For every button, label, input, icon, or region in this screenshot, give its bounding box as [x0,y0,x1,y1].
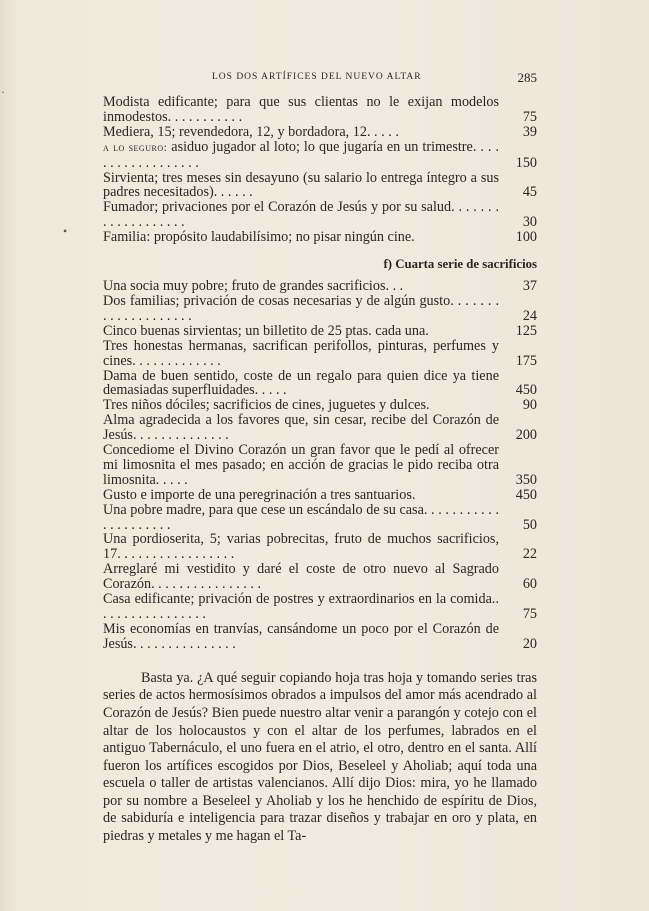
entry-description: Dama de buen sentido, coste de un regalo para quien dice ya tiene demasiadas superfluidades. . . . . [103,367,499,399]
list-entry [103,562,537,592]
list-entry [103,398,537,413]
entry-text [103,488,499,503]
entry-amount: 37 [522,278,537,295]
entry-text [103,279,499,294]
entry-amount: 175 [515,352,537,369]
list-entry [103,294,537,324]
entry-amount: 200 [515,427,537,444]
entry-description: Cinco buenas sirvientas; un billetito de 25 ptas. cada una. [103,322,429,339]
entry-description: Una pobre madre, para que cese un escándalo de su casa. . . . . . . . . . . . . . . . . . . . . [103,501,499,533]
entry-amount: 45 [522,184,537,201]
entry-text [103,592,499,622]
list-entry [103,230,537,245]
entry-text [103,622,499,652]
entry-amount: 450 [515,382,537,399]
list-entry [103,140,537,171]
entry-amount: 50 [522,516,537,533]
entry-text [103,562,499,592]
list-entry [103,532,537,562]
running-header: LOS DOS ARTÍFICES DEL NUEVO ALTAR [212,72,422,82]
entry-text [103,443,499,488]
entry-description: Mediera, 15; revendedora, 12, y bordadora, 12. . . . . [103,123,399,140]
entry-description: Mis economías en tranvías, cansándome un poco por el Corazón de Jesús. . . . . . . . . . . . . . . [103,620,499,652]
entry-amount: 30 [522,214,537,231]
entry-text [103,324,499,339]
list-entry [103,339,537,369]
entry-text [103,230,499,245]
page-content [103,95,537,846]
entry-text [103,369,499,399]
entry-amount: 450 [515,486,537,503]
entry-prefix: a lo seguro: [103,141,168,154]
entry-text [103,503,499,533]
section-heading: f) Cuarta serie de sacrificios [383,257,537,272]
list-entry [103,592,537,622]
margin-mark-icon: · [1,85,5,99]
entry-description: Casa edificante; privación de postres y extraordinarios en la comida.. . . . . . . . . . . . . . . . [103,591,499,622]
entry-description: Sirvienta; tres meses sin desayuno (su salario lo entrega íntegro a sus padres necesitados). . . . . . [103,169,499,201]
entry-text [103,294,499,324]
entry-text [103,398,499,413]
list-entry [103,95,537,125]
entry-description: Una pordioserita, 5; varias pobrecitas, fruto de muchos sacrificios, 17. . . . . . . . . . . . . . . . . [103,531,499,563]
list-entry [103,324,537,339]
entry-description: Familia: propósito laudabilísimo; no pisar ningún cine. [103,229,415,246]
entry-amount: 39 [522,123,537,140]
entry-description: Arreglaré mi vestidito y daré el coste de otro nuevo al Sagrado Corazón. . . . . . . . . . . . . . . . [103,561,499,593]
entry-amount: 75 [522,108,537,125]
body-paragraph: Basta ya. ¿A qué seguir copiando hoja tras hoja y tomando series tras series de actos hermosísimos obrados a impulsos del amor más acendrado al Corazón de Jesús? Bien puede nuestro altar venir a parangón y cotejo con el altar de los holocaustos y con el altar de los perfumes, labrados en el antiguo Tabernáculo, el uno fuera en el atrio, el otro, dentro en el santa. Allí fueron los artífices escogidos por Dios, Beseleel y Aholiab; aquí toda una escuela o taller de artistas valencianos. Allí dijo Dios: mira, yo he llamado por su nombre a Beseleel y Aholiab y los he henchido de espíritu de Dios, de sabiduría e inteligencia para trazar diseños y trabajar en oro y plata, en piedras y metales y me hagan el Ta- [103,669,537,845]
entry-description: Tres honestas hermanas, sacrifican perifollos, pinturas, perfumes y cines. . . . . . . . . . . . . [103,337,499,369]
entry-amount: 350 [515,471,537,488]
entry-description: Fumador; privaciones por el Corazón de Jesús y por su salud. . . . . . . . . . . . . . . . . . . [103,199,499,231]
entry-description: Una socia muy pobre; fruto de grandes sacrificios. . . [103,278,404,295]
list-entry [103,503,537,533]
entry-description: Modista edificante; para que sus clientas no le exijan modelos inmodestos. . . . . . . . . . . [103,94,499,125]
entry-amount: 90 [522,397,537,414]
entry-amount: 100 [515,229,537,246]
entry-amount: 22 [522,546,537,563]
donation-list-top [103,95,537,245]
list-entry [103,279,537,294]
entry-description: Alma agradecida a los favores que, sin cesar, recibe del Corazón de Jesús. . . . . . . . . . . . . . [103,412,499,444]
donation-list-bottom [103,279,537,652]
list-entry [103,171,537,201]
entry-description: Dos familias; privación de cosas necesarias y de algún gusto. . . . . . . . . . . . . . . . . . . . [103,292,499,324]
list-entry [103,369,537,399]
entry-text [103,339,499,369]
entry-text [103,413,499,443]
list-entry [103,488,537,503]
list-entry [103,413,537,443]
list-entry [103,125,537,140]
entry-amount: 20 [522,635,537,652]
list-entry [103,443,537,488]
page-number: 285 [517,70,537,85]
entry-amount: 125 [515,322,537,339]
entry-text [103,125,499,140]
entry-description: Concediome el Divino Corazón un gran favor que le pedí al ofrecer mi limosnita el mes pasado; en acción de gracias le pido reciba otra limosnita. . . . . [103,442,499,488]
entry-description: Tres niños dóciles; sacrificios de cines, juguetes y dulces. [103,397,430,414]
entry-description: Gusto e importe de una peregrinación a tres santuarios. [103,486,416,503]
entry-text [103,95,499,125]
entry-text [103,140,499,171]
entry-text [103,532,499,562]
entry-amount: 60 [522,576,537,593]
entry-text [103,200,499,230]
list-entry [103,622,537,652]
entry-text [103,171,499,201]
entry-amount: 24 [522,307,537,324]
margin-dot-icon: • [63,224,68,238]
entry-amount: 150 [515,154,537,171]
entry-description: asiduo jugador al loto; lo que jugaría en un trimestre. . . . . . . . . . . . . . . . . . [103,138,500,171]
entry-amount: 75 [522,606,537,622]
list-entry [103,200,537,230]
